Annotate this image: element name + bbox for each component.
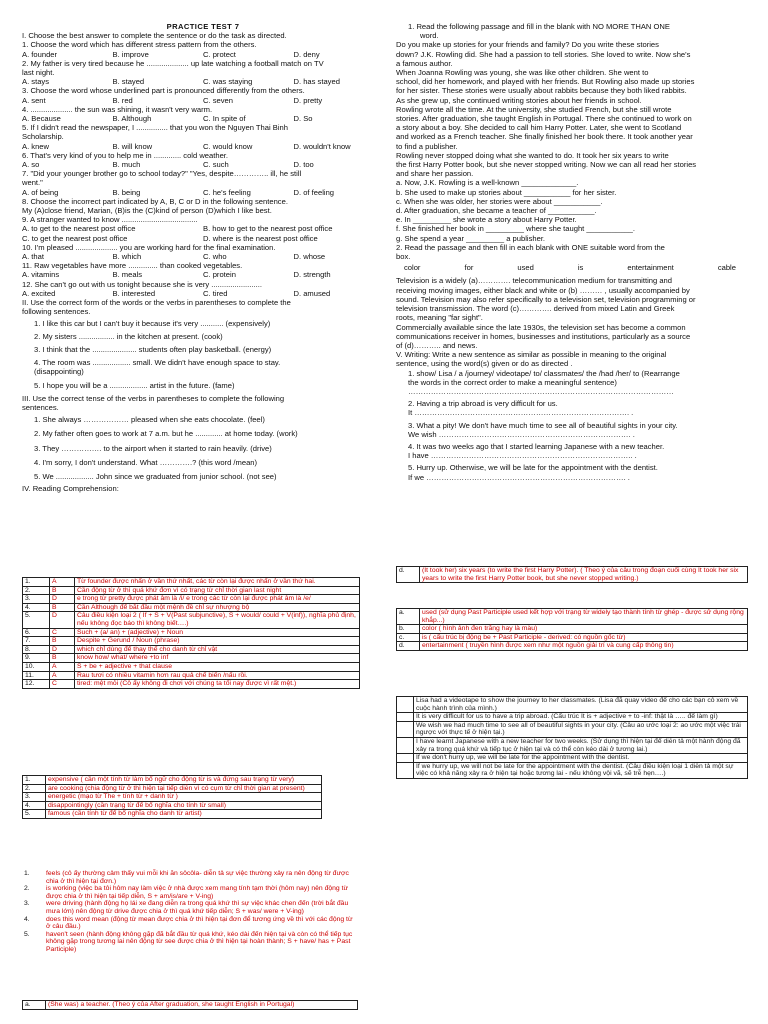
option: C. he's feeling — [203, 187, 251, 197]
key-letter: A — [50, 671, 75, 680]
fill-item: c. When she was older, her stories were about ___________. — [396, 196, 603, 206]
passage-2-line: roots, meaning "far sight". — [396, 313, 483, 323]
key-letter: a. — [23, 1001, 46, 1010]
option: B. interested — [112, 288, 156, 298]
key-row — [23, 628, 360, 637]
tense-item: 1. She always ……………… pleased when she eats chocolate. (feel) — [34, 415, 265, 425]
option: B. stayed — [112, 77, 145, 87]
passage-line: stories. After graduation, she taught English in Portugal. There she continued to work on — [396, 114, 692, 124]
word-form-item-cont: (disappointing) — [34, 367, 84, 377]
option: C. protect — [203, 49, 236, 59]
key-number: 7. — [23, 637, 50, 646]
key-number: 10. — [23, 662, 50, 671]
passage-line: When Joanna Rowling was young, she was like other children. She went to — [396, 68, 649, 78]
key-row — [397, 754, 748, 763]
option: A. vitamins — [22, 270, 60, 280]
passage-line: down? J.K. Rowling did. She had a passion to tell stories. She loved to write. Now she's — [396, 49, 691, 59]
key-marker — [397, 762, 414, 778]
option: C. would know — [203, 141, 253, 151]
option: B. meals — [112, 270, 143, 280]
passage-2-line: communications receiver in homes, businesses and institutions, particularly as a source — [396, 331, 691, 341]
key-explanation: are cooking (chia động từ ở thì hiện tại tiếp diễn vì có cụm từ chỉ thời gian at present) — [46, 784, 322, 793]
question-11-options — [22, 270, 384, 279]
key-explanation: is working (việc ba tôi hôm nay làm việc ở nhà được xem mang tính tạm thời (hôm nay) nên động từ được chia ở thì hiện tại tiếp diễn, S + am/is/are + V-ing) — [46, 885, 349, 900]
key-number: 12. — [23, 680, 50, 689]
option: A. so — [22, 160, 40, 170]
fill-item: e. In _________ she wrote a story about Harry Potter. — [396, 215, 577, 225]
page-title: PRACTICE TEST 7 — [166, 22, 240, 31]
option: D. where is the nearest post office — [203, 233, 318, 243]
question-6: 6. That's very kind of you to help me in ............. cold weather. — [22, 150, 229, 160]
option: D. pretty — [293, 95, 323, 105]
question-12-options — [22, 289, 384, 298]
answer-key-word-forms — [22, 775, 322, 819]
question-4: 4. .................... the sun was shining, it wasn't very warm. — [22, 104, 213, 114]
key-explanation: I have learnt Japanese with a new teacher for two weeks. (Sử dụng thì hiện tại để diễn tả một hành động đã xảy ra trong quá khứ và tiếp tục ở hiện tại và có thể còn kéo dài ở tương lai.) — [414, 737, 748, 753]
option: B. red — [112, 95, 133, 105]
question-2: 2. My father is very tired because he .................... up late watching a football match on TV — [22, 58, 324, 68]
passage-line: and worked as a French teacher. She finally finished her book there. It took another year — [396, 132, 693, 142]
key-marker — [397, 713, 414, 722]
key-marker — [397, 697, 414, 713]
key-letter: c. — [397, 633, 420, 642]
option: A. to get to the nearest post office — [22, 224, 136, 234]
question-7-options — [22, 188, 384, 197]
passage-line: school, did her homework, and played with her friends. But Rowling also made up stories — [396, 77, 695, 87]
key-explanation: haven't seen (hành động không gặp đã bắt đầu từ quá khứ, kéo dài đến hiện tại và còn có thể tiếp tục không gặp trong tương lai nên động từ see được chia ở thì hiện tại hoàn thành; S + have/ has + Past Participle) — [46, 930, 353, 953]
passage-line: to find a publisher. — [396, 141, 458, 151]
question-7: 7. "Did your younger brother go to school today?" "Yes, despite………….. ill, he still — [22, 169, 302, 179]
key-letter: C — [50, 680, 75, 689]
word-box-item: is — [577, 263, 584, 273]
key-number: 2. — [23, 586, 50, 595]
word-form-item: 2. My sisters ................. in the kitchen at present. (cook) — [34, 331, 223, 341]
key-letter: d. — [397, 642, 420, 651]
option: C. was staying — [203, 77, 253, 87]
key-row — [23, 680, 360, 689]
key-row — [22, 916, 358, 931]
fill-item: a. Now, J.K. Rowling is a well-known _____________. — [396, 178, 579, 188]
answer-key-writing — [396, 696, 748, 779]
writing-item: 2. Having a trip abroad is very difficult for us. — [408, 399, 558, 409]
key-explanation: expensive ( cần một tính từ làm bổ ngữ cho động từ is và đứng sau trạng từ very) — [46, 776, 322, 785]
key-letter: B — [50, 654, 75, 663]
tense-item: 3. They ……………. to the airport when it started to rain heavily. (drive) — [34, 443, 272, 453]
option: D. amused — [293, 288, 331, 298]
key-explanation: Cần Although để bắt đầu một mệnh đề chỉ sự nhượng bộ — [75, 603, 360, 612]
key-explanation: Cần động từ ở thì quá khứ đơn vì có trạng từ chỉ thời gian last night — [75, 586, 360, 595]
word-box-item: cable — [717, 263, 736, 273]
key-row — [23, 645, 360, 654]
key-explanation: (She was) a teacher. (Theo ý của After graduation, she taught English in Portugal) — [46, 1001, 358, 1010]
option: D. has stayed — [293, 77, 340, 87]
key-row — [23, 654, 360, 663]
key-explanation: e trong từ pretty được phát âm là /i/ e trong các từ còn lại được phát âm là /e/ — [75, 595, 360, 604]
word-form-item: 4. The room was .................. small. We didn't have enough space to stay. — [34, 358, 281, 368]
option: B. improve — [112, 49, 149, 59]
key-number: 3. — [23, 793, 46, 802]
key-row — [397, 713, 748, 722]
question-9-options-cd — [22, 234, 384, 243]
option: A. stays — [22, 77, 50, 87]
writing-answer-line: I have …………………………………………………………………….. . — [408, 451, 637, 461]
key-number: 11. — [23, 671, 50, 680]
option: C. to get the nearest post office — [22, 233, 128, 243]
section-3-heading-cont: sentences. — [22, 402, 59, 412]
key-number: 2. — [23, 784, 46, 793]
key-number: 3. — [24, 900, 30, 908]
question-2-options — [22, 77, 384, 86]
question-5-options — [22, 142, 384, 151]
key-row — [397, 762, 748, 778]
key-number: 9. — [23, 654, 50, 663]
option: A. founder — [22, 49, 58, 59]
key-explanation: feels (cô ấy thường cảm thấy vui mỗi khi ăn sôcôla- diễn tả sự việc thường xảy ra nên động từ được chia ở thì hiện tại đơn.) — [46, 870, 349, 885]
key-letter: b. — [397, 625, 420, 634]
writing-item: 1. show/ Lisa / a /journey/ videotape/ to/ classmates/ the /had /her/ to (Rearrange — [408, 368, 680, 378]
fill-item: f. She finished her book in _________ where she taught ___________. — [396, 224, 635, 234]
key-row — [23, 776, 322, 785]
key-marker — [397, 754, 414, 763]
option: B. being — [112, 187, 141, 197]
word-box-item: color — [404, 263, 421, 273]
key-number: 4. — [24, 915, 30, 923]
key-explanation: disappointingly (cần trạng từ để bổ nghĩa cho tính từ small) — [46, 801, 322, 810]
passage-line: for her sister. These stories were usually about rabbits because they both liked rabbits. — [396, 86, 687, 96]
passage-2-line: Television is a widely (a)…………. telecommunication medium for transmitting and — [396, 276, 673, 286]
question-11: 11. Raw vegetables have more .............. than cooked vegetables. — [22, 261, 243, 271]
key-explanation: We wish we had much time to see all of beautiful sights in your city. (Câu ao ước loại 2: ao ước một việc trái ngược với thực tế ở hiện tại.) — [414, 721, 748, 737]
question-1-options — [22, 50, 384, 59]
passage-line: a story about a boy. She decided to call him Harry Potter. Later, she went to Scotland — [396, 123, 682, 133]
question-5-cont: Scholarship. — [22, 132, 64, 142]
word-box-item: for — [464, 263, 474, 273]
key-explanation: were driving (hành động họ lái xe đang diễn ra trong quá khứ thì sự việc khác chen đến (trời bắt đầu mưa lớn) nên động từ drive được chia ở thì quá khứ tiếp diễn; S + was/ were + V-ing) — [46, 900, 349, 915]
writing-answer-line: It …………………………………………………………………………. . — [408, 408, 634, 418]
option: C. such — [203, 160, 229, 170]
key-number: 6. — [23, 628, 50, 637]
key-explanation: which chỉ dùng để thay thế cho danh từ chỉ vật — [75, 645, 360, 654]
key-row — [397, 609, 748, 625]
word-box — [396, 261, 750, 276]
section-2-heading-cont: following sentences. — [22, 307, 91, 317]
key-row — [23, 801, 322, 810]
key-marker — [397, 721, 414, 737]
writing-item: 3. What a pity! We don't have much time to see all of beautiful sights in your city. — [408, 420, 678, 430]
passage-line: and share her passion. — [396, 169, 474, 179]
passage-2-line: of (d)……….. and news. — [396, 340, 478, 350]
answer-key-multiple-choice — [22, 577, 360, 689]
key-letter: D — [50, 595, 75, 604]
passage-2-line: sound. Television may also refer specifically to a television set, television programming or — [396, 294, 696, 304]
option: A. of being — [22, 187, 59, 197]
key-explanation: know how/ what/ where +to inf — [75, 654, 360, 663]
key-row — [22, 870, 358, 885]
reading-1-heading-cont: word. — [420, 31, 439, 41]
key-explanation: energetic (mạo từ The + tính từ + danh từ ) — [46, 793, 322, 802]
key-row — [397, 642, 748, 651]
key-marker — [397, 737, 414, 753]
key-explanation: does this word mean (động từ mean được chia ở thì hiện tại đơn để tương ứng về thì với các động từ ở câu đầu.) — [46, 915, 353, 931]
passage-line: the first Harry Potter book, but she never stopped writing. Now we can all read her stories — [396, 160, 697, 170]
key-explanation: Rau tươi có nhiều vitamin hơn rau quả chế biến /nấu rồi. — [75, 671, 360, 680]
question-3: 3. Choose the word whose underlined part is pronounced differently from the others. — [22, 86, 305, 96]
key-explanation: If we don't hurry up, we will be late for the appointment with the dentist. — [414, 754, 748, 763]
option: A. sent — [22, 95, 46, 105]
question-7-cont: went." — [22, 178, 43, 188]
key-row — [23, 671, 360, 680]
key-explanation: used (sử dụng Past Participle used kết hợp với trạng từ widely tạo thành tính từ ghép - được sử dụng rộng khắp...) — [420, 609, 748, 625]
question-4-options — [22, 114, 384, 123]
key-letter: D — [50, 612, 75, 628]
question-2-cont: last night. — [22, 68, 55, 78]
option: A. excited — [22, 288, 56, 298]
key-explanation: Such + (a/ an) + (adjective) + Noun — [75, 628, 360, 637]
key-row — [23, 793, 322, 802]
tense-item: 4. I'm sorry, I don't understand. What ………….? (this word /mean) — [34, 457, 258, 467]
option: D. too — [293, 160, 314, 170]
option: B. Although — [112, 114, 152, 124]
option: B. much — [112, 160, 141, 170]
word-form-item: 1. I like this car but I can't buy it because it's very ........... (expensively) — [34, 318, 271, 328]
fill-item: d. After graduation, she became a teacher of ___________. — [396, 206, 597, 216]
answer-key-word-box — [396, 608, 748, 651]
key-number: 1. — [24, 870, 30, 877]
right-column — [396, 22, 750, 482]
option: C. In spite of — [203, 114, 246, 124]
passage-2-line: Commercially available since the late 1930s, the television set has become a common — [396, 322, 686, 332]
key-number: 1. — [23, 578, 50, 587]
passage-line: Rowling never stopped doing what she wanted to do. It took her six years to write — [396, 150, 669, 160]
answer-key-tenses — [22, 870, 358, 954]
key-number: 3. — [23, 595, 50, 604]
passage-2-line: television transmission. The word (c)…………. derived from mixed Latin and Greek — [396, 304, 675, 314]
question-10: 10. I'm pleased .................... you are working hard for the final examination. — [22, 242, 276, 252]
passage-2-line: receiving moving images, either black and white or (b) ……… , usually accompanied by — [396, 285, 690, 295]
passage-line: Do you make up stories for your friends and family? Do you write these stories — [396, 40, 659, 50]
section-3-heading: III. Use the correct tense of the verbs in parentheses to complete the following — [22, 393, 285, 403]
key-row — [22, 885, 358, 900]
word-box-item: entertainment — [627, 263, 674, 273]
question-5: 5. If I didn't read the newspaper, I ............... that you won the Nguyen Thai Binh — [22, 123, 288, 133]
question-9-options-ab — [22, 224, 384, 233]
key-letter: B — [50, 637, 75, 646]
key-explanation: famous (cần tính từ để bổ nghĩa cho danh từ artist) — [46, 810, 322, 819]
section-2-heading: II. Use the correct form of the words or the verbs in parentheses to complete the — [22, 298, 291, 308]
key-letter: A — [50, 662, 75, 671]
key-row — [23, 578, 360, 587]
key-number: 4. — [23, 603, 50, 612]
key-explanation: tired: mệt mỏi (Cô ấy không đi chơi với chúng ta tối nay được vì rất mệt.) — [75, 680, 360, 689]
left-column — [22, 22, 384, 493]
option: A. knew — [22, 141, 50, 151]
key-number: 5. — [23, 612, 50, 628]
writing-item: 4. It was two weeks ago that I started learning Japanese with a new teacher. — [408, 441, 665, 451]
key-row — [23, 595, 360, 604]
key-row — [397, 721, 748, 737]
key-explanation: is ( cấu trúc bị động be + Past Participle - derived: có nguồn gốc từ) — [420, 633, 748, 642]
key-explanation: It is very difficult for us to have a trip abroad. (Cấu trúc It is + adjective + to -inf: thật là ….. để làm gì) — [414, 713, 748, 722]
key-number: 4. — [23, 801, 46, 810]
answer-key-reading-d — [396, 566, 748, 583]
key-explanation: Despite + Gerund / Noun (phrase) — [75, 637, 360, 646]
key-letter: D — [50, 645, 75, 654]
fill-item: g. She spend a year _________ a publisher. — [396, 233, 546, 243]
word-form-item: 5. I hope you will be a .................. artist in the future. (fame) — [34, 380, 235, 390]
key-row — [23, 612, 360, 628]
option: D. whose — [293, 252, 326, 262]
key-row — [23, 784, 322, 793]
key-explanation: color ( hình ảnh đen trắng hay là màu) — [420, 625, 748, 634]
key-number: 8. — [23, 645, 50, 654]
word-box-item: used — [517, 263, 534, 273]
key-letter: C — [50, 628, 75, 637]
option: D. of feeling — [293, 187, 335, 197]
option: D. deny — [293, 49, 320, 59]
writing-answer-line: …………………………………………………………………………………………… — [408, 386, 674, 396]
option: D. strength — [293, 270, 331, 280]
writing-item: 5. Hurry up. Otherwise, we will be late for the appointment with the dentist. — [408, 463, 658, 473]
word-form-item: 3. I think that the ..................... students often play basketball. (energy) — [34, 344, 272, 354]
reading-1-heading: 1. Read the following passage and fill in the blank with NO MORE THAN ONE — [408, 22, 670, 31]
option: B. how to get to the nearest post office — [203, 224, 333, 234]
question-12: 12. She can't go out with us tonight because she is very ........................ — [22, 279, 262, 289]
key-letter: B — [50, 586, 75, 595]
key-explanation: Lisa had a videotape to show the journey to her classmates. (Lisa đã quay video để cho các bạn cô xem về cuộc hành trình của mình.) — [414, 697, 748, 713]
key-explanation: Câu điều kiện loại 2 ( If + S + V(Past subjunctive), S + would/ could + V(inf)), nghĩa phủ định, nếu không đọc báo thì không biết….) — [75, 612, 360, 628]
key-number: 1. — [23, 776, 46, 785]
passage-line: a famous author. — [396, 58, 453, 68]
option: B. will know — [112, 141, 153, 151]
option: C. tired — [203, 288, 228, 298]
key-explanation: (It took her) six years (to write the first Harry Potter). ( Theo ý của câu trong đoạn cuối cùng It took her six years to write the first Harry Potter book, but she never stopped writing.) — [420, 567, 748, 583]
section-5-heading: V. Writing: Write a new sentence as similar as possible in meaning to the original — [396, 350, 667, 360]
key-explanation: If we hurry up, we will not be late for the appointment with the dentist. (Câu điều kiện loại 1 diễn tả một sự việc có khả năng xảy ra ở hiện tại hoặc tương lai - nếu không vội vã, sẽ trễ hẹn….) — [414, 762, 748, 778]
writing-answer-line: If we ……………………………………………………………………. . — [408, 472, 630, 482]
key-number: 5. — [24, 930, 30, 938]
key-row — [397, 737, 748, 753]
answer-key-reading-a — [22, 1000, 358, 1010]
key-letter: A — [50, 578, 75, 587]
key-row — [397, 633, 748, 642]
writing-item-cont: the words in the correct order to make a meaningful sentence) — [408, 377, 617, 387]
section-5-heading-cont: sentence, using the word(s) given or do as directed . — [396, 359, 573, 369]
writing-answer-line: We wish …………………………………………………………………. . — [408, 429, 635, 439]
key-letter: B — [50, 603, 75, 612]
option: C. seven — [203, 95, 233, 105]
tense-item: 5. We .................. John since we graduated from junior school. (not see) — [34, 471, 277, 481]
question-1: 1. Choose the word which has different stress pattern from the others. — [22, 40, 257, 50]
key-number: 2. — [24, 885, 30, 893]
question-6-options — [22, 160, 384, 169]
option: A. Because — [22, 114, 61, 124]
option: B. which — [112, 252, 142, 262]
question-8-sentence: My (A)close friend, Marian, (B)is the (C)kind of person (D)which I like best. — [22, 206, 272, 216]
reading-2-heading: 2. Read the passage and then fill in each blank with ONE suitable word from the — [396, 242, 665, 252]
question-8: 8. Choose the incorrect part indicated by A, B, C or D in the following sentence. — [22, 196, 288, 206]
key-letter: a. — [397, 609, 420, 625]
key-row — [23, 810, 322, 819]
question-9: 9. A stranger wanted to know .................................... — [22, 215, 198, 225]
tense-item: 2. My father often goes to work at 7 a.m. but he ............. at home today. (work) — [34, 429, 298, 439]
key-row — [23, 586, 360, 595]
option: C. who — [203, 252, 227, 262]
key-explanation: S + be + adjective + that clause — [75, 662, 360, 671]
key-letter: d. — [397, 567, 420, 583]
question-10-options — [22, 252, 384, 261]
option: D. wouldn't know — [293, 141, 351, 151]
key-row — [23, 637, 360, 646]
option: C. protein — [203, 270, 236, 280]
section-4-heading: IV. Reading Comprehension: — [22, 484, 119, 494]
fill-item: b. She used to make up stories about ___________ for her sister. — [396, 187, 617, 197]
key-row — [23, 1001, 358, 1010]
key-explanation: Từ founder được nhấn ở vần thứ nhất, các từ còn lại được nhấn ở vần thứ hai. — [75, 578, 360, 587]
key-row — [22, 900, 358, 915]
reading-2-heading-cont: box. — [396, 252, 411, 262]
option: D. So — [293, 114, 313, 124]
key-row — [22, 931, 358, 954]
key-row — [23, 662, 360, 671]
option: A. that — [22, 252, 44, 262]
key-row — [397, 697, 748, 713]
passage-line: Rowling wrote all the time. At the university, she studied French, but she still wrote — [396, 104, 672, 114]
passage-line: As she grew up, she continued writing stories about her friends in school. — [396, 95, 642, 105]
key-number: 5. — [23, 810, 46, 819]
key-explanation: entertainment ( truyền hình được xem như một nguồn giải trí và cung cấp thông tin) — [420, 642, 748, 651]
section-1-heading: I. Choose the best answer to complete the sentence or do the task as directed. — [22, 31, 287, 41]
key-row — [23, 603, 360, 612]
key-row — [397, 625, 748, 634]
question-3-options — [22, 96, 384, 105]
key-row — [397, 567, 748, 583]
